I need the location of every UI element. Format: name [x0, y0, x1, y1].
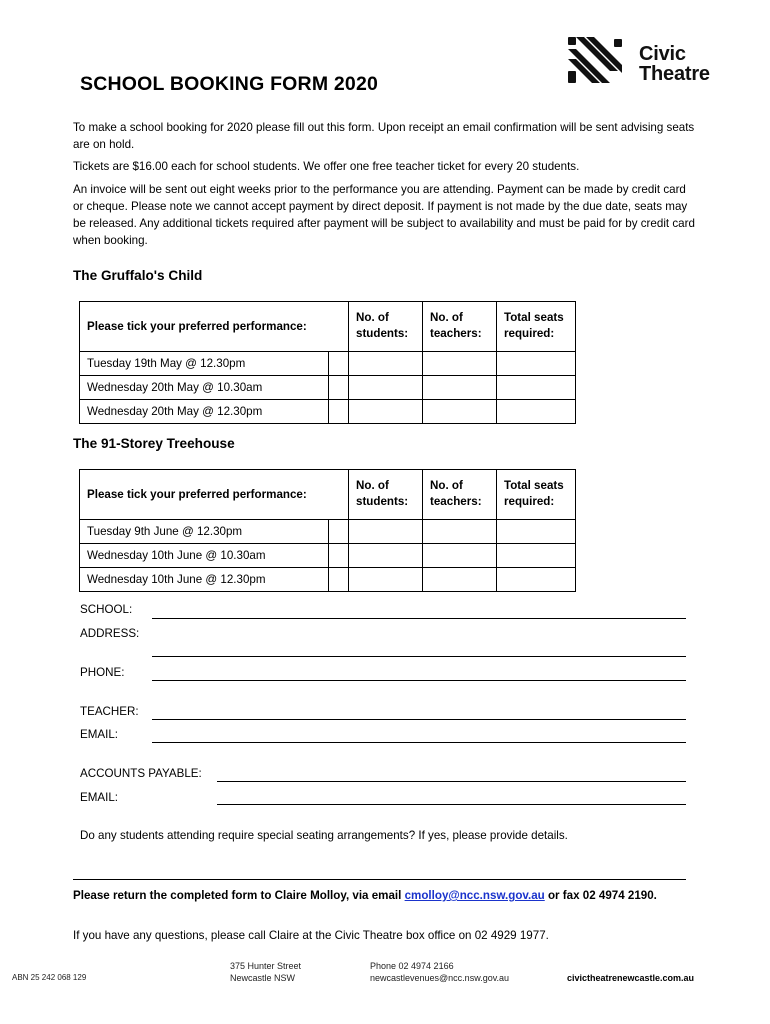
performance-table-gruffalos-child — [79, 301, 576, 424]
students-cell[interactable] — [349, 568, 423, 592]
teacher-label: TEACHER: — [80, 705, 139, 718]
accounts-payable-input-line[interactable] — [217, 781, 686, 782]
show-title-91-storey-treehouse: The 91-Storey Treehouse — [73, 436, 235, 451]
table-row — [80, 544, 576, 568]
performance-tick-box[interactable] — [329, 352, 349, 376]
page-title: SCHOOL BOOKING FORM 2020 — [80, 73, 379, 95]
total-cell[interactable] — [497, 376, 576, 400]
table-row — [80, 520, 576, 544]
accounts-payable-label: ACCOUNTS PAYABLE: — [80, 767, 202, 780]
footer-phone: Phone 02 4974 2166 — [370, 961, 454, 971]
students-cell[interactable] — [349, 400, 423, 424]
teacher-email-label: EMAIL: — [80, 728, 119, 741]
students-cell[interactable] — [349, 352, 423, 376]
teachers-cell[interactable] — [423, 376, 497, 400]
teacher-email-input-line[interactable] — [152, 742, 686, 743]
special-seating-input-line[interactable] — [73, 879, 686, 880]
total-cell[interactable] — [497, 544, 576, 568]
phone-label: PHONE: — [80, 666, 125, 679]
logo-brand-line1: Civic — [639, 43, 686, 65]
logo-brand-line2: Theatre — [639, 63, 710, 85]
total-cell[interactable] — [497, 568, 576, 592]
performance-tick-box[interactable] — [329, 376, 349, 400]
footer-abn: ABN 25 242 068 129 — [12, 973, 87, 982]
performance-tick-box[interactable] — [329, 544, 349, 568]
teacher-input-line[interactable] — [152, 719, 686, 720]
table-row — [80, 376, 576, 400]
return-suffix: or fax 02 4974 2190. — [544, 889, 657, 902]
school-input-line[interactable] — [152, 618, 686, 619]
students-cell[interactable] — [349, 376, 423, 400]
total-cell[interactable] — [497, 352, 576, 376]
perf-header: Please tick your preferred performance: — [80, 302, 349, 352]
return-prefix: Please return the completed form to Claire Molloy, via email — [73, 889, 405, 902]
return-email-link[interactable]: cmolloy@ncc.nsw.gov.au — [404, 889, 545, 902]
performance-table-91-storey-treehouse — [79, 469, 576, 592]
teachers-header: No. of teachers: — [423, 470, 497, 520]
show-title-gruffalos-child: The Gruffalo's Child — [73, 268, 203, 283]
performance-label: Wednesday 10th June @ 12.30pm — [80, 568, 329, 592]
civic-theatre-logo-mark-icon — [566, 33, 628, 89]
intro-paragraph-2: Tickets are $16.00 each for school students. We offer one free teacher ticket for every 20 students. — [73, 160, 580, 173]
total-header: Total seats required: — [497, 302, 576, 352]
address-label: ADDRESS: — [80, 627, 140, 640]
civic-theatre-logo — [566, 33, 736, 89]
teachers-header: No. of teachers: — [423, 302, 497, 352]
table-row — [80, 352, 576, 376]
performance-tick-box[interactable] — [329, 568, 349, 592]
school-label: SCHOOL: — [80, 603, 133, 616]
total-cell[interactable] — [497, 520, 576, 544]
footer-venue-email: newcastlevenues@ncc.nsw.gov.au — [370, 973, 510, 983]
table-row — [80, 400, 576, 424]
total-header: Total seats required: — [497, 470, 576, 520]
special-seating-question: Do any students attending require special seating arrangements? If yes, please provide details. — [80, 829, 568, 842]
performance-tick-box[interactable] — [329, 520, 349, 544]
table-row — [80, 568, 576, 592]
address-input-line[interactable] — [152, 656, 686, 657]
intro-paragraph-3: An invoice will be sent out eight weeks prior to the performance you are attending. Payment can be made by credit card or cheque. Please note we cannot accept payment by direct deposit. If payment is not made by the due date, seats may be released. Any additional tickets required after payment will be subject to availability and must be paid for by credit card when booking. — [73, 183, 695, 247]
accounts-email-label: EMAIL: — [80, 791, 119, 804]
performance-tick-box[interactable] — [329, 400, 349, 424]
accounts-email-input-line[interactable] — [217, 804, 686, 805]
performance-label: Wednesday 10th June @ 10.30am — [80, 544, 329, 568]
questions-text: If you have any questions, please call Claire at the Civic Theatre box office on 02 4929 1977. — [73, 929, 549, 942]
total-cell[interactable] — [497, 400, 576, 424]
teachers-cell[interactable] — [423, 520, 497, 544]
perf-header: Please tick your preferred performance: — [80, 470, 349, 520]
teachers-cell[interactable] — [423, 352, 497, 376]
performance-label: Wednesday 20th May @ 12.30pm — [80, 400, 329, 424]
phone-input-line[interactable] — [152, 680, 686, 681]
teachers-cell[interactable] — [423, 400, 497, 424]
intro-paragraph-1: To make a school booking for 2020 please fill out this form. Upon receipt an email confirmation will be sent advising seats are on hold. — [73, 121, 695, 151]
students-header: No. of students: — [349, 470, 423, 520]
students-header: No. of students: — [349, 302, 423, 352]
teachers-cell[interactable] — [423, 544, 497, 568]
performance-label: Wednesday 20th May @ 10.30am — [80, 376, 329, 400]
teachers-cell[interactable] — [423, 568, 497, 592]
performance-label: Tuesday 9th June @ 12.30pm — [80, 520, 329, 544]
footer-address-line1: 375 Hunter Street — [230, 961, 302, 971]
footer-website[interactable]: civictheatrenewcastle.com.au — [567, 973, 695, 983]
performance-label: Tuesday 19th May @ 12.30pm — [80, 352, 329, 376]
students-cell[interactable] — [349, 520, 423, 544]
return-instructions — [73, 887, 693, 904]
students-cell[interactable] — [349, 544, 423, 568]
footer-address-line2: Newcastle NSW — [230, 973, 296, 983]
